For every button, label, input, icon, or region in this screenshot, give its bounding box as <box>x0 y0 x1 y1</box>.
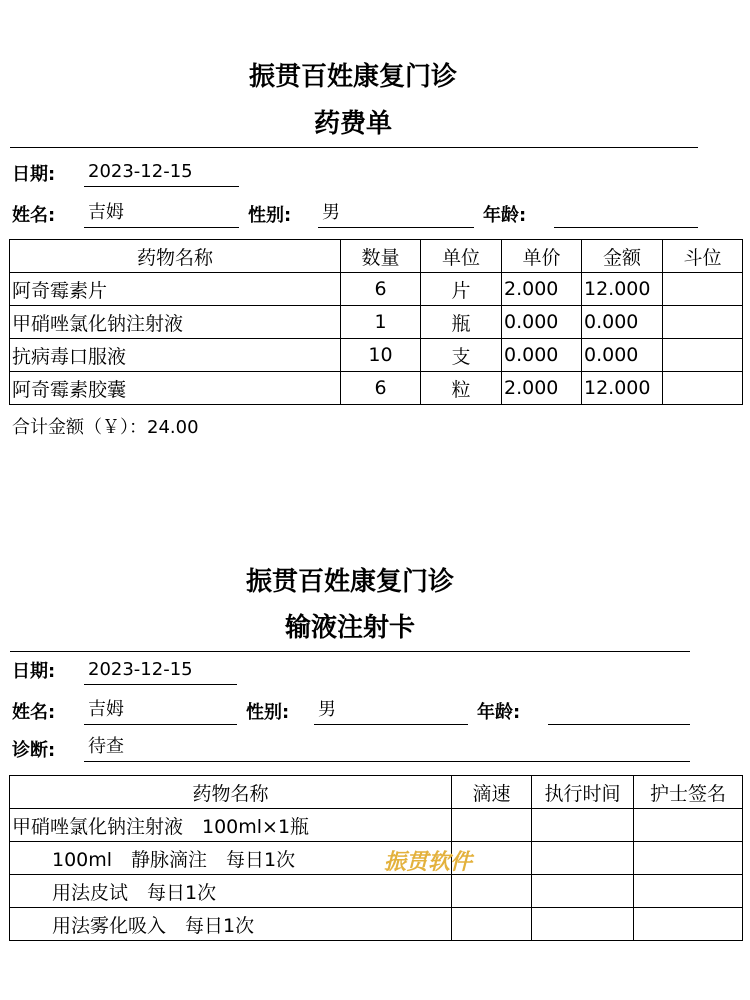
fee-name-label: 姓名: <box>12 205 56 226</box>
fee-col-quantity: 数量 <box>341 240 421 273</box>
drug-name-cell: 抗病毒口服液 <box>10 339 341 372</box>
nurse-signature-cell <box>634 809 743 842</box>
drug-name-cell: 甲硝唑氯化钠注射液 100ml×1瓶 <box>10 809 452 842</box>
exec-time-cell <box>532 875 634 908</box>
infusion-gender-value: 男 <box>314 699 468 725</box>
infusion-name-value: 吉姆 <box>84 699 237 725</box>
amount-cell: 12.000 <box>582 372 663 405</box>
fee-col-unit: 单位 <box>421 240 502 273</box>
drip-rate-cell <box>452 908 532 941</box>
fee-name-value: 吉姆 <box>84 202 239 228</box>
table-row <box>10 875 743 908</box>
fee-gender-value: 男 <box>318 202 474 228</box>
quantity-cell: 10 <box>341 339 421 372</box>
table-row <box>10 306 743 339</box>
unit-cell: 粒 <box>421 372 502 405</box>
fee-form-title: 药费单 <box>313 109 392 139</box>
infusion-diagnosis-value: 待查 <box>84 736 690 762</box>
infusion-age-value <box>548 699 690 725</box>
infusion-age-label: 年龄: <box>477 702 521 723</box>
infusion-table <box>9 775 743 941</box>
amount-cell: 0.000 <box>582 339 663 372</box>
infusion-gender-label: 性别: <box>246 702 290 723</box>
drug-name-cell: 100ml 静脉滴注 每日1次 <box>10 842 452 875</box>
drug-name-cell: 阿奇霉素片 <box>10 273 341 306</box>
bin-cell <box>663 372 743 405</box>
fee-gender-label: 性别: <box>248 205 292 226</box>
fee-clinic-name: 振贯百姓康复门诊 <box>248 62 457 92</box>
drip-rate-cell <box>452 809 532 842</box>
drug-name-cell: 阿奇霉素胶囊 <box>10 372 341 405</box>
infusion-card-title: 输液注射卡 <box>284 613 415 643</box>
unit-price-cell: 2.000 <box>502 273 582 306</box>
quantity-cell: 6 <box>341 273 421 306</box>
drug-name-cell: 甲硝唑氯化钠注射液 <box>10 306 341 339</box>
drip-rate-cell <box>452 875 532 908</box>
unit-cell: 支 <box>421 339 502 372</box>
unit-price-cell: 0.000 <box>502 306 582 339</box>
table-row <box>10 908 743 941</box>
infusion-col-drug-name: 药物名称 <box>10 776 452 809</box>
fee-title-divider <box>10 147 698 148</box>
infusion-date-value: 2023-12-15 <box>84 659 237 685</box>
exec-time-cell <box>532 908 634 941</box>
fee-age-value <box>554 202 698 228</box>
bin-cell <box>663 273 743 306</box>
amount-cell: 12.000 <box>582 273 663 306</box>
watermark-logo: 振贯软件 <box>384 850 473 875</box>
unit-cell: 片 <box>421 273 502 306</box>
table-row <box>10 842 743 875</box>
fee-date-value: 2023-12-15 <box>84 161 239 187</box>
quantity-cell: 6 <box>341 372 421 405</box>
fee-age-label: 年龄: <box>483 205 527 226</box>
infusion-date-label: 日期: <box>12 661 56 682</box>
unit-price-cell: 0.000 <box>502 339 582 372</box>
quantity-cell: 1 <box>341 306 421 339</box>
infusion-title-divider <box>10 651 690 652</box>
fee-total: 合计金额（￥）：24.00 <box>12 417 199 438</box>
bin-cell <box>663 339 743 372</box>
unit-price-cell: 2.000 <box>502 372 582 405</box>
table-row <box>10 339 743 372</box>
table-row <box>10 273 743 306</box>
fee-table-header <box>10 240 743 273</box>
infusion-table-header <box>10 776 743 809</box>
fee-col-drug-name: 药物名称 <box>10 240 341 273</box>
nurse-signature-cell <box>634 875 743 908</box>
nurse-signature-cell <box>634 842 743 875</box>
table-row <box>10 809 743 842</box>
fee-table <box>9 239 743 405</box>
amount-cell: 0.000 <box>582 306 663 339</box>
fee-col-unit-price: 单价 <box>502 240 582 273</box>
drug-name-cell: 用法皮试 每日1次 <box>10 875 452 908</box>
fee-col-amount: 金额 <box>582 240 663 273</box>
table-row <box>10 372 743 405</box>
drug-name-cell: 用法雾化吸入 每日1次 <box>10 908 452 941</box>
infusion-clinic-name: 振贯百姓康复门诊 <box>245 567 454 597</box>
unit-cell: 瓶 <box>421 306 502 339</box>
infusion-col-nurse-signature: 护士签名 <box>634 776 743 809</box>
infusion-col-drip-rate: 滴速 <box>452 776 532 809</box>
infusion-diagnosis-label: 诊断: <box>12 740 56 761</box>
exec-time-cell <box>532 842 634 875</box>
exec-time-cell <box>532 809 634 842</box>
bin-cell <box>663 306 743 339</box>
nurse-signature-cell <box>634 908 743 941</box>
infusion-name-label: 姓名: <box>12 702 56 723</box>
infusion-col-exec-time: 执行时间 <box>532 776 634 809</box>
fee-col-bin: 斗位 <box>663 240 743 273</box>
fee-date-label: 日期: <box>12 164 56 185</box>
